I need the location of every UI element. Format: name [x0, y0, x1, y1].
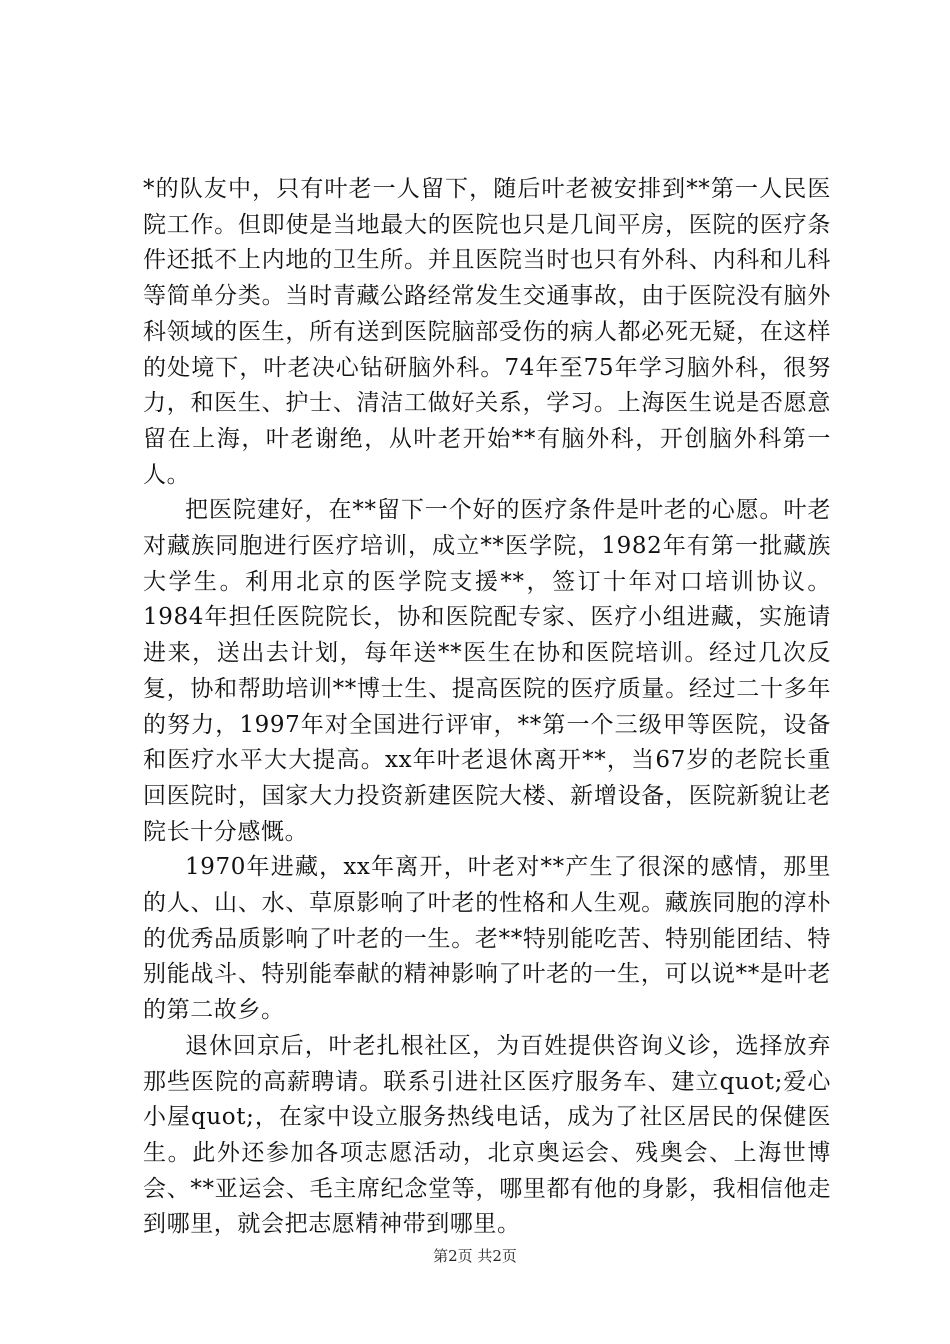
paragraph-hospital-building: 把医院建好，在**留下一个好的医疗条件是叶老的心愿。叶老对藏族同胞进行医疗培训，成立**医学院，1982年有第一批藏族大学生。利用北京的医学院支援**，签订十年对口培训协议。1984年担任医院院长，协和医院配专家、医疗小组进藏，实施请进来，送出去计划，每年送**医生在协和医院培训。经过几次反复，协和帮助培训**博士生、提高医院的医疗质量。经过二十多年的努力，1997年对全国进行评审，**第一个三级甲等医院，设备和医疗水平大大提高。xx年叶老退休离开**，当67岁的老院长重回医院时，国家大力投资新建医院大楼、新增设备，医院新貌让老院长十分感慨。	[143, 497, 831, 845]
document-body	[143, 172, 831, 1243]
paragraph-continuation: *的队友中，只有叶老一人留下，随后叶老被安排到**第一人民医院工作。但即使是当地最大的医院也只是几间平房，医院的医疗条件还抵不上内地的卫生所。并且医院当时也只有外科、内科和儿科等简单分类。当时青藏公路经常发生交通事故，由于医院没有脑外科领域的医生，所有送到医院脑部受伤的病人都必死无疑，在这样的处境下，叶老决心钻研脑外科。74年至75年学习脑外科，很努力，和医生、护士、清洁工做好关系，学习。上海医生说是否愿意留在上海，叶老谢绝，从叶老开始**有脑外科，开创脑外科第一人。	[143, 176, 831, 488]
paragraph-tibet-years: 1970年进藏，xx年离开，叶老对**产生了很深的感情，那里的人、山、水、草原影响了叶老的性格和人生观。藏族同胞的淳朴的优秀品质影响了叶老的一生。老**特别能吃苦、特别能团结、特别能战斗、特别能奉献的精神影响了叶老的一生，可以说**是叶老的第二故乡。	[143, 854, 831, 1024]
paragraph-retirement: 退休回京后，叶老扎根社区，为百姓提供咨询义诊，选择放弃那些医院的高薪聘请。联系引进社区医疗服务车、建立quot;爱心小屋quot;，在家中设立服务热线电话，成为了社区居民的保健医生。此外还参加各项志愿活动，北京奥运会、残奥会、上海世博会、**亚运会、毛主席纪念堂等，哪里都有他的身影，我相信他走到哪里，就会把志愿精神带到哪里。	[143, 1032, 831, 1238]
page-number-footer: 第2页 共2页	[433, 1247, 517, 1265]
